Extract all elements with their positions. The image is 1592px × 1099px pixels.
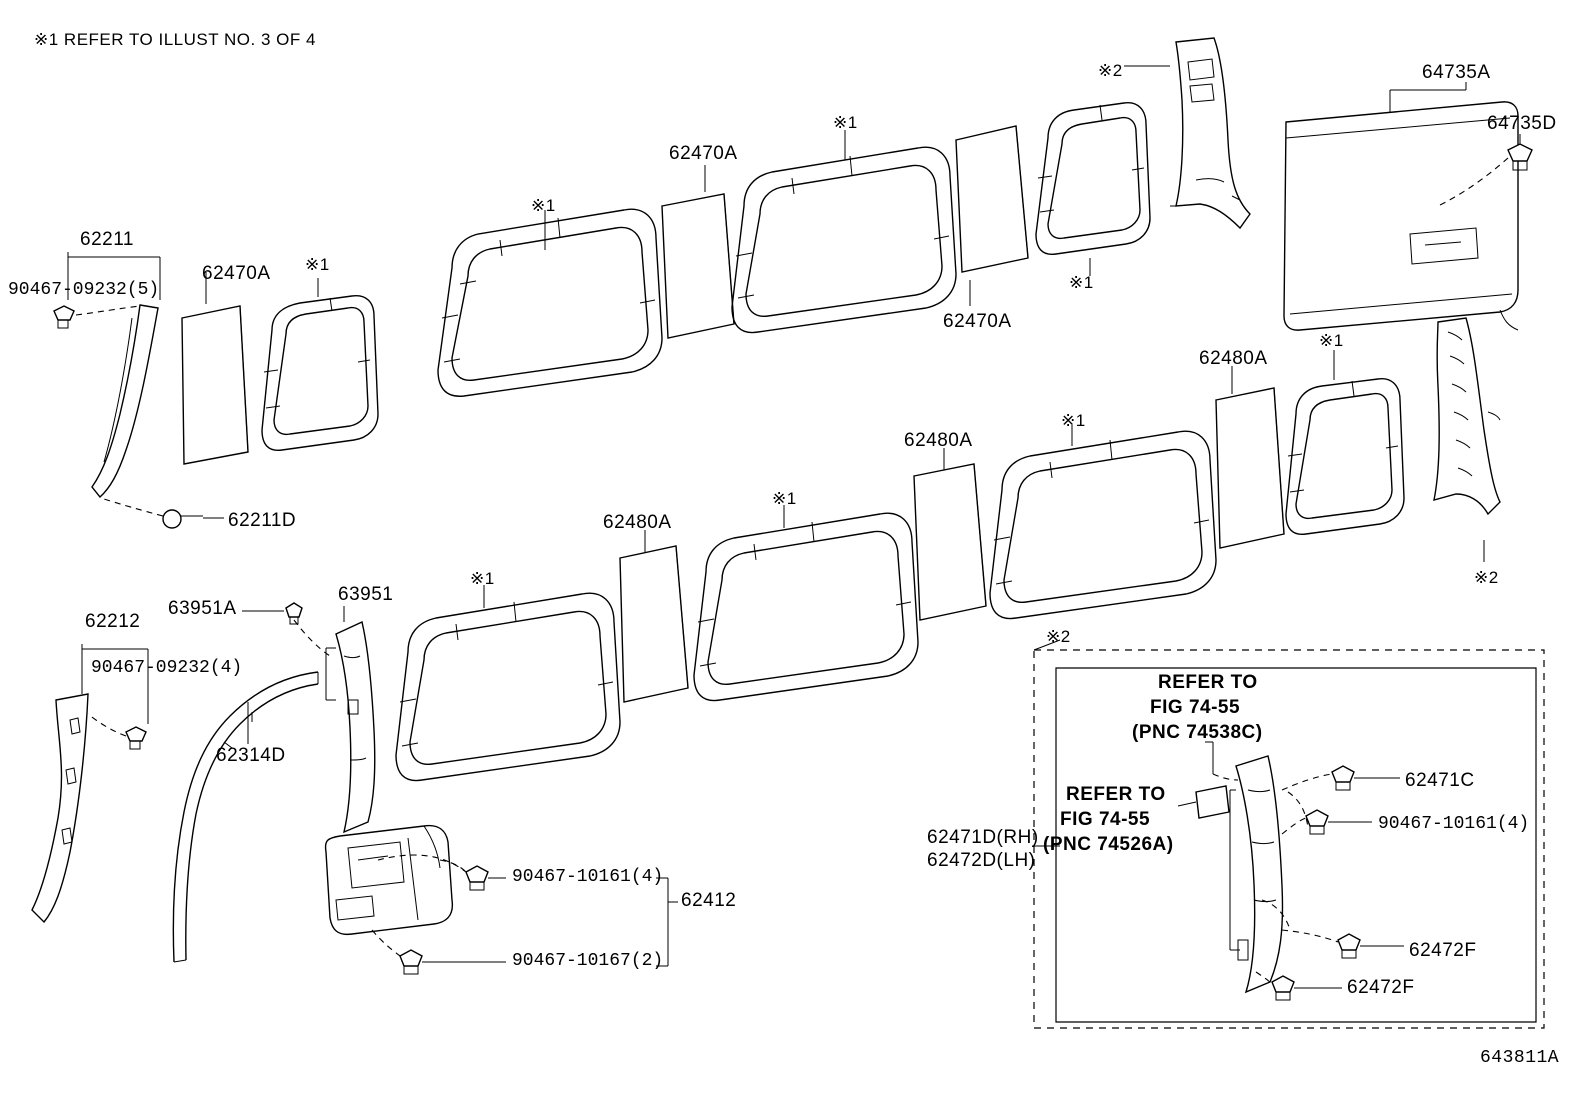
ref-mark-1-c: ※1: [833, 113, 858, 132]
label-90467-10167-2: 90467-10167(2): [512, 951, 664, 971]
part-62480A-frame-left-center: [694, 505, 918, 701]
part-62480A-pad-left: [620, 530, 688, 702]
label-90467-10161-4-lower: 90467-10161(4): [512, 867, 664, 887]
inset-pnc-74538c: (PNC 74538C): [1132, 722, 1263, 743]
label-90467-09232-5: 90467-09232(5): [8, 280, 160, 300]
ref-mark-1-h: ※1: [470, 569, 495, 588]
inset-refer-to-2: REFER TO: [1066, 784, 1166, 805]
ref-mark-2-b: ※2: [1474, 568, 1499, 587]
part-62470A-pad-center: [662, 165, 734, 338]
part-62470A-pad-left: [182, 272, 248, 464]
ref-mark-1-e: ※1: [1319, 331, 1344, 350]
inset-fig-74-55-2: FIG 74-55: [1060, 809, 1151, 830]
label-63951A: 63951A: [168, 598, 237, 619]
top-note: ※1 REFER TO ILLUST NO. 3 OF 4: [34, 30, 316, 49]
label-90467-09232-4: 90467-09232(4): [91, 658, 243, 678]
part-62314D-weatherstrip: [173, 672, 318, 962]
part-62480A-pad-right: [1216, 366, 1284, 548]
part-62470A-frame-center-left: [438, 209, 662, 396]
part-62480A-frame-right: [1286, 350, 1404, 534]
label-90467-10161-4-inset: 90467-10161(4): [1378, 814, 1530, 834]
ref-mark-2-c: ※2: [1046, 627, 1071, 646]
part-62470A-frame-right: [1036, 103, 1150, 276]
part-right-pillar: [1434, 318, 1500, 562]
inset-refer-to-1: REFER TO: [1158, 672, 1258, 693]
label-62470A-left: 62470A: [202, 263, 271, 284]
ref-mark-2-a: ※2: [1098, 61, 1123, 80]
ref-mark-1-d: ※1: [1069, 273, 1094, 292]
ref-mark-1-a: ※1: [305, 255, 330, 274]
label-62470A-right: 62470A: [943, 311, 1012, 332]
label-63951: 63951: [338, 584, 394, 605]
inset-pnc-74526a: (PNC 74526A): [1043, 834, 1174, 855]
label-64735A: 64735A: [1422, 62, 1491, 83]
inset-fig-74-55-1: FIG 74-55: [1150, 697, 1241, 718]
label-62471C: 62471C: [1405, 770, 1475, 791]
part-63951-bracket: [242, 603, 375, 832]
label-62211D: 62211D: [228, 510, 297, 531]
part-62480A-frame-center: [990, 425, 1216, 619]
part-center-pillar-upper: [1124, 38, 1250, 228]
label-62412: 62412: [681, 890, 737, 911]
ref-mark-1-b: ※1: [531, 196, 556, 215]
label-62480A-left: 62480A: [603, 512, 672, 533]
ref-mark-1-f: ※1: [1061, 411, 1086, 430]
label-62472D-LH: 62472D(LH): [927, 850, 1036, 871]
part-62480A-pad-center: [914, 448, 986, 620]
part-62470A-frame-left: [262, 278, 378, 450]
label-62212: 62212: [85, 611, 141, 632]
label-62472F-upper: 62472F: [1409, 940, 1477, 961]
label-64735D: 64735D: [1487, 113, 1557, 134]
label-62471D-RH: 62471D(RH): [927, 827, 1039, 848]
label-62480A-center: 62480A: [904, 430, 973, 451]
figure-id: 643811A: [1480, 1048, 1560, 1068]
part-62470A-frame-center-right: [732, 130, 956, 333]
label-62314D: 62314D: [216, 745, 286, 766]
label-62472F-lower: 62472F: [1347, 977, 1415, 998]
ref-mark-1-g: ※1: [772, 489, 797, 508]
part-62470A-pad-right: [956, 126, 1028, 306]
label-62211: 62211: [80, 229, 134, 250]
label-62470A-center: 62470A: [669, 143, 738, 164]
label-62480A-right: 62480A: [1199, 348, 1268, 369]
part-62212-pillar-garnish: [32, 644, 148, 922]
part-62480A-frame-left: [396, 585, 620, 781]
